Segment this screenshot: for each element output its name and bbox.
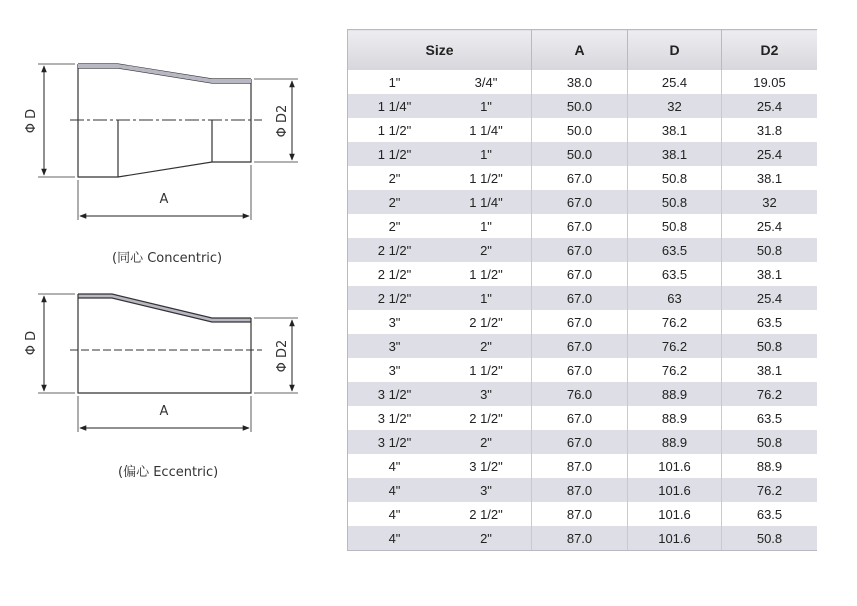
cell-a: 67.0	[532, 262, 628, 286]
cell-size2: 2"	[441, 238, 532, 262]
cell-a: 50.0	[532, 118, 628, 142]
cell-d: 32	[628, 94, 722, 118]
cell-d: 76.2	[628, 310, 722, 334]
cell-d2: 19.05	[722, 70, 818, 94]
cell-size1: 2 1/2"	[348, 262, 442, 286]
cell-d2: 76.2	[722, 478, 818, 502]
cell-a: 67.0	[532, 430, 628, 454]
cell-size1: 1 1/2"	[348, 142, 442, 166]
cell-a: 87.0	[532, 454, 628, 478]
cell-size1: 4"	[348, 526, 442, 551]
header-a: A	[532, 30, 628, 71]
concentric-dim-d2: Φ D2	[275, 104, 290, 138]
cell-a: 87.0	[532, 526, 628, 551]
cell-size2: 1 1/2"	[441, 166, 532, 190]
table-row	[348, 190, 818, 214]
cell-d2: 32	[722, 190, 818, 214]
cell-d: 25.4	[628, 70, 722, 94]
cell-d2: 50.8	[722, 430, 818, 454]
cell-size1: 4"	[348, 454, 442, 478]
cell-d2: 25.4	[722, 142, 818, 166]
cell-size2: 2 1/2"	[441, 502, 532, 526]
cell-d: 101.6	[628, 454, 722, 478]
table-row	[348, 118, 818, 142]
cell-a: 87.0	[532, 478, 628, 502]
cell-size1: 2"	[348, 190, 442, 214]
cell-size2: 1"	[441, 142, 532, 166]
cell-d2: 25.4	[722, 94, 818, 118]
cell-a: 67.0	[532, 310, 628, 334]
header-size: Size	[348, 30, 532, 71]
table-row	[348, 358, 818, 382]
table-row	[348, 94, 818, 118]
concentric-caption: (同心 Concentric)	[112, 251, 223, 266]
concentric-dim-d: Φ D	[24, 108, 39, 134]
table-row	[348, 262, 818, 286]
cell-size1: 3 1/2"	[348, 430, 442, 454]
cell-d2: 50.8	[722, 526, 818, 551]
cell-a: 67.0	[532, 358, 628, 382]
table-row	[348, 238, 818, 262]
cell-d: 38.1	[628, 118, 722, 142]
cell-size2: 1 1/4"	[441, 190, 532, 214]
cell-d: 101.6	[628, 502, 722, 526]
cell-d2: 63.5	[722, 310, 818, 334]
cell-a: 76.0	[532, 382, 628, 406]
cell-d: 50.8	[628, 166, 722, 190]
cell-size1: 1"	[348, 70, 442, 94]
cell-size2: 1 1/4"	[441, 118, 532, 142]
concentric-dim-a: A	[159, 192, 169, 207]
cell-d: 101.6	[628, 526, 722, 551]
cell-size2: 2 1/2"	[441, 310, 532, 334]
cell-size1: 3"	[348, 334, 442, 358]
cell-a: 67.0	[532, 214, 628, 238]
table-row	[348, 142, 818, 166]
cell-d: 50.8	[628, 214, 722, 238]
cell-size2: 1"	[441, 94, 532, 118]
cell-d: 38.1	[628, 142, 722, 166]
cell-size2: 3"	[441, 382, 532, 406]
cell-d2: 50.8	[722, 238, 818, 262]
table-row	[348, 310, 818, 334]
cell-d2: 63.5	[722, 502, 818, 526]
table-row	[348, 70, 818, 94]
cell-d2: 50.8	[722, 334, 818, 358]
cell-d: 88.9	[628, 406, 722, 430]
cell-size2: 3 1/2"	[441, 454, 532, 478]
cell-size2: 3"	[441, 478, 532, 502]
cell-size2: 1 1/2"	[441, 262, 532, 286]
cell-size1: 1 1/4"	[348, 94, 442, 118]
cell-size1: 2 1/2"	[348, 286, 442, 310]
cell-a: 67.0	[532, 334, 628, 358]
cell-size2: 1"	[441, 214, 532, 238]
header-d2: D2	[722, 30, 818, 71]
header-d: D	[628, 30, 722, 71]
cell-a: 67.0	[532, 406, 628, 430]
cell-a: 67.0	[532, 166, 628, 190]
cell-size1: 2"	[348, 166, 442, 190]
cell-d2: 38.1	[722, 358, 818, 382]
table-row	[348, 502, 818, 526]
table-row	[348, 334, 818, 358]
cell-d: 101.6	[628, 478, 722, 502]
cell-a: 67.0	[532, 238, 628, 262]
table-row	[348, 286, 818, 310]
cell-a: 38.0	[532, 70, 628, 94]
cell-size2: 3/4"	[441, 70, 532, 94]
cell-d: 76.2	[628, 358, 722, 382]
cell-d2: 38.1	[722, 166, 818, 190]
table-row	[348, 430, 818, 454]
eccentric-reducer-diagram	[0, 285, 300, 440]
cell-d2: 88.9	[722, 454, 818, 478]
cell-size1: 1 1/2"	[348, 118, 442, 142]
cell-d2: 38.1	[722, 262, 818, 286]
cell-d2: 76.2	[722, 382, 818, 406]
cell-d: 88.9	[628, 430, 722, 454]
cell-size1: 3 1/2"	[348, 406, 442, 430]
cell-a: 50.0	[532, 94, 628, 118]
table-row	[348, 214, 818, 238]
eccentric-caption: (偏心 Eccentric)	[118, 465, 219, 480]
table-row	[348, 382, 818, 406]
table-row	[348, 406, 818, 430]
cell-size2: 2"	[441, 334, 532, 358]
cell-a: 67.0	[532, 286, 628, 310]
cell-size1: 2 1/2"	[348, 238, 442, 262]
cell-size1: 2"	[348, 214, 442, 238]
cell-size2: 2"	[441, 526, 532, 551]
cell-d2: 25.4	[722, 214, 818, 238]
cell-d: 50.8	[628, 190, 722, 214]
table-row	[348, 454, 818, 478]
cell-d: 63.5	[628, 262, 722, 286]
table-row	[348, 526, 818, 551]
cell-d: 76.2	[628, 334, 722, 358]
cell-a: 67.0	[532, 190, 628, 214]
eccentric-dim-d: Φ D	[24, 330, 39, 356]
cell-size2: 1"	[441, 286, 532, 310]
table-header-row	[348, 30, 818, 71]
concentric-reducer-diagram	[0, 50, 300, 230]
cell-size1: 4"	[348, 502, 442, 526]
cell-d: 63	[628, 286, 722, 310]
cell-d2: 31.8	[722, 118, 818, 142]
cell-a: 87.0	[532, 502, 628, 526]
cell-d: 88.9	[628, 382, 722, 406]
cell-a: 50.0	[532, 142, 628, 166]
eccentric-dim-d2: Φ D2	[275, 339, 290, 373]
cell-d2: 63.5	[722, 406, 818, 430]
cell-size2: 2 1/2"	[441, 406, 532, 430]
cell-size1: 3 1/2"	[348, 382, 442, 406]
table-row	[348, 166, 818, 190]
reducer-dimension-table	[347, 29, 817, 551]
cell-size1: 3"	[348, 310, 442, 334]
cell-size1: 4"	[348, 478, 442, 502]
cell-d2: 25.4	[722, 286, 818, 310]
cell-size2: 1 1/2"	[441, 358, 532, 382]
cell-d: 63.5	[628, 238, 722, 262]
cell-size2: 2"	[441, 430, 532, 454]
table-row	[348, 478, 818, 502]
cell-size1: 3"	[348, 358, 442, 382]
eccentric-dim-a: A	[159, 404, 169, 419]
